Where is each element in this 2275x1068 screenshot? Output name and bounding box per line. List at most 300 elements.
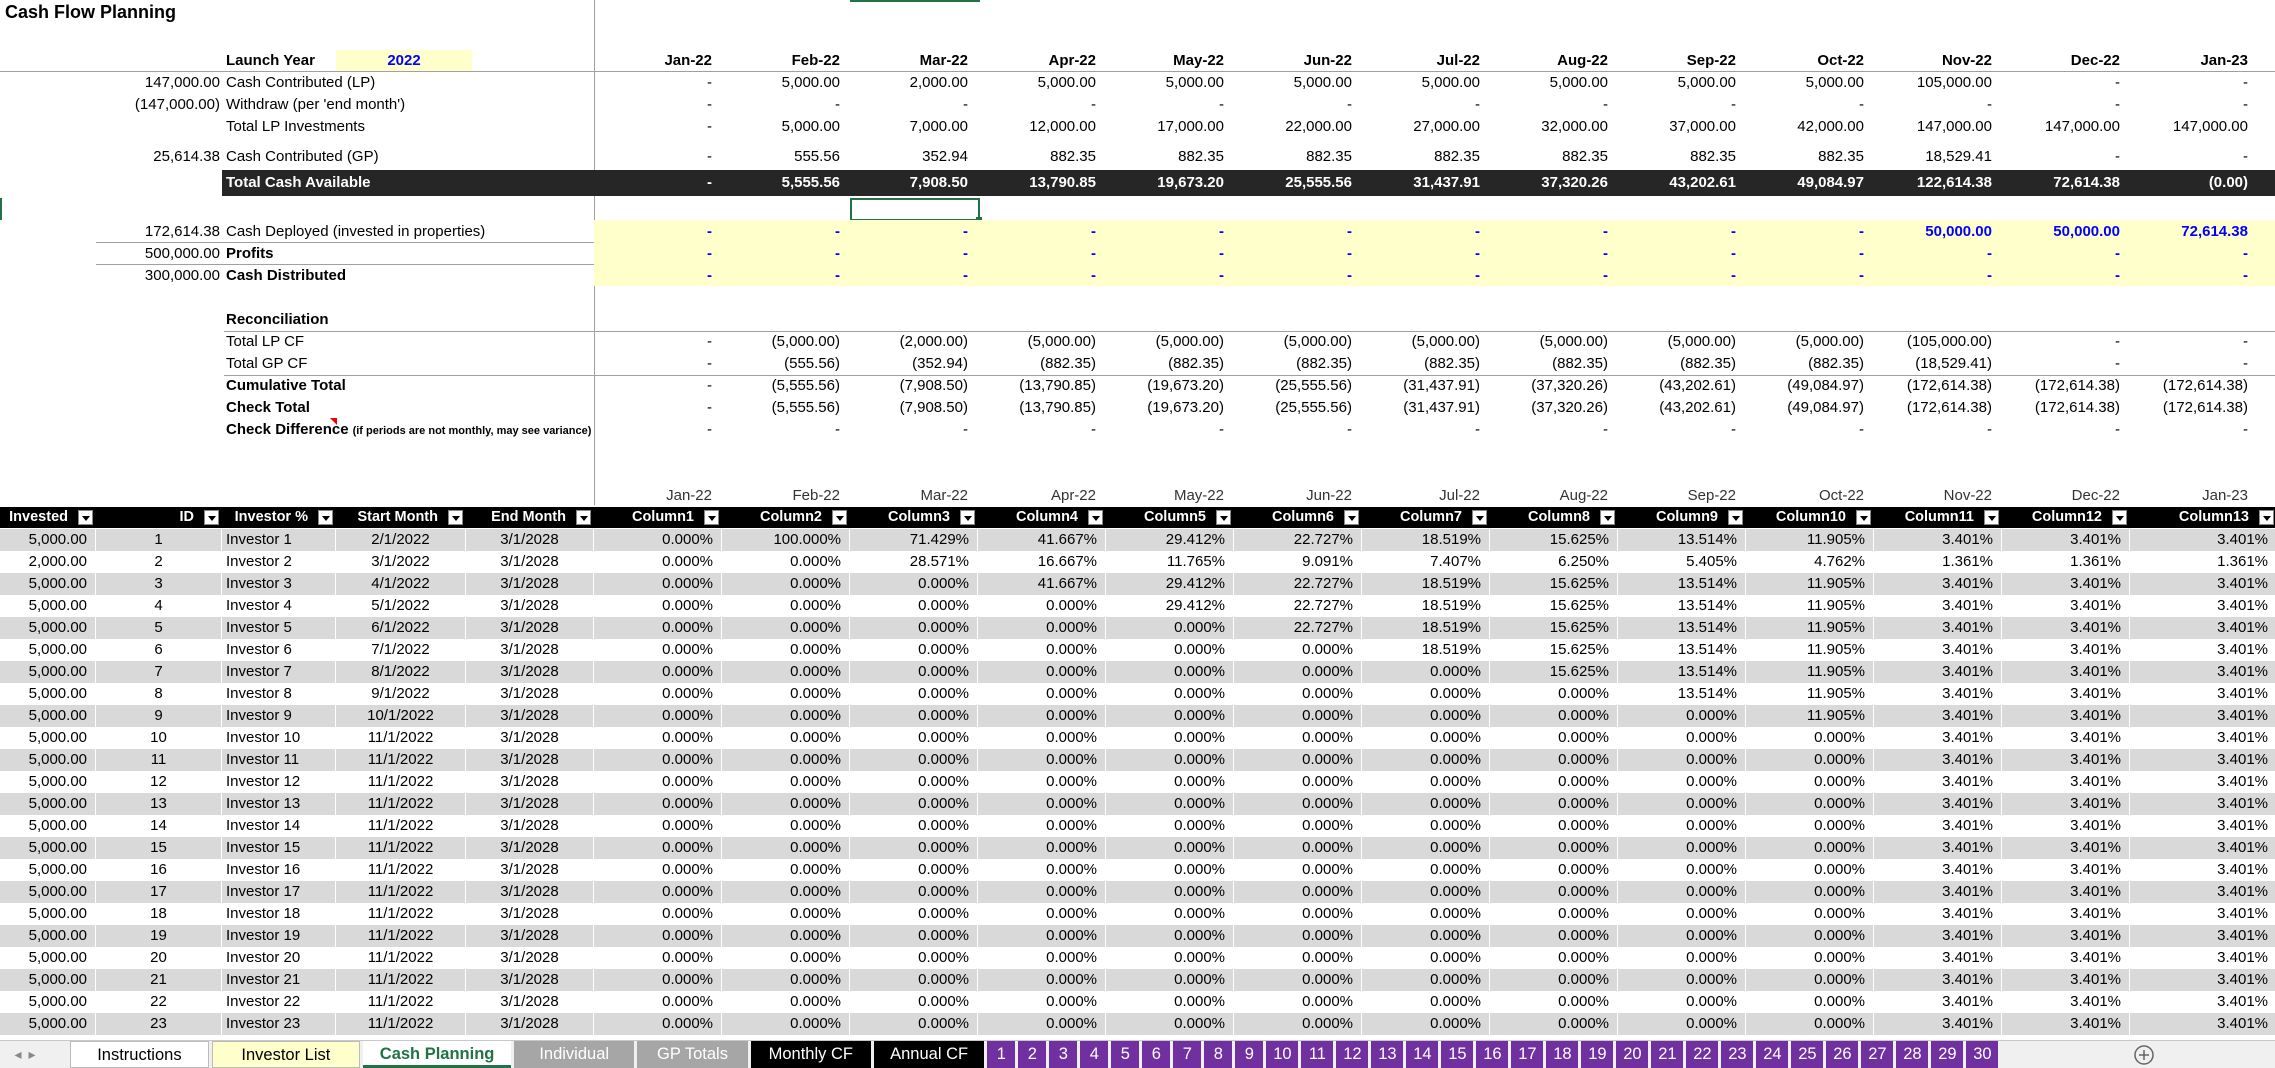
table-cell[interactable]: 0.000%	[1234, 881, 1362, 903]
table-cell[interactable]: 29.412%	[1106, 595, 1234, 617]
table-cell[interactable]: 0.000%	[850, 595, 978, 617]
table-cell[interactable]: 0.000%	[594, 1013, 722, 1035]
table-cell[interactable]: 0.000%	[1106, 881, 1234, 903]
filter-dropdown-icon[interactable]	[960, 510, 975, 525]
table-cell[interactable]: 3.401%	[2130, 947, 2275, 969]
table-cell[interactable]: 3.401%	[1874, 705, 2002, 727]
table-cell[interactable]: 0.000%	[594, 815, 722, 837]
table-cell[interactable]: Investor 20	[222, 947, 336, 969]
table-row[interactable]	[0, 837, 2275, 859]
table-cell[interactable]: Investor 7	[222, 661, 336, 683]
table-cell[interactable]: 0.000%	[1362, 771, 1490, 793]
table-cell[interactable]: 0.000%	[1106, 661, 1234, 683]
table-cell[interactable]: 22.727%	[1234, 595, 1362, 617]
table-cell[interactable]: 0.000%	[722, 903, 850, 925]
table-cell[interactable]: 0.000%	[1234, 793, 1362, 815]
table-cell[interactable]: 3/1/2028	[466, 727, 594, 749]
table-cell[interactable]: 0.000%	[1106, 639, 1234, 661]
table-cell[interactable]: 5,000.00	[0, 573, 96, 595]
sheet-tab[interactable]: Annual CF	[874, 1041, 985, 1068]
filter-dropdown-icon[interactable]	[576, 510, 591, 525]
table-cell[interactable]: Investor 8	[222, 683, 336, 705]
table-cell[interactable]: 0.000%	[1234, 661, 1362, 683]
table-row[interactable]	[0, 881, 2275, 903]
table-cell[interactable]: 0.000%	[1234, 749, 1362, 771]
table-cell[interactable]: 0.000%	[594, 529, 722, 551]
filter-dropdown-icon[interactable]	[1984, 510, 1999, 525]
table-cell[interactable]: 11/1/2022	[336, 925, 466, 947]
table-cell[interactable]: 0.000%	[722, 925, 850, 947]
table-cell[interactable]: 0.000%	[1234, 1013, 1362, 1035]
sheet-tab[interactable]: 26	[1826, 1041, 1858, 1068]
table-cell[interactable]: 3.401%	[1874, 947, 2002, 969]
table-cell[interactable]: 3/1/2028	[466, 947, 594, 969]
table-cell[interactable]: 0.000%	[1106, 683, 1234, 705]
table-cell[interactable]: 22.727%	[1234, 617, 1362, 639]
table-cell[interactable]: 0.000%	[978, 837, 1106, 859]
table-cell[interactable]: 0.000%	[850, 1013, 978, 1035]
table-cell[interactable]: 3.401%	[2002, 1013, 2130, 1035]
table-cell[interactable]: 5,000.00	[0, 969, 96, 991]
table-cell[interactable]: 0.000%	[722, 705, 850, 727]
table-column-header[interactable]	[1746, 507, 1874, 528]
table-cell[interactable]: 3/1/2028	[466, 859, 594, 881]
table-cell[interactable]: 3.401%	[1874, 727, 2002, 749]
table-cell[interactable]: 3/1/2028	[466, 925, 594, 947]
table-row[interactable]	[0, 991, 2275, 1013]
table-cell[interactable]: 0.000%	[1746, 749, 1874, 771]
table-cell[interactable]: 23	[96, 1013, 222, 1035]
table-cell[interactable]: 11.765%	[1106, 551, 1234, 573]
table-cell[interactable]: 3/1/2028	[466, 903, 594, 925]
table-cell[interactable]: 5	[96, 617, 222, 639]
table-cell[interactable]: 18	[96, 903, 222, 925]
table-cell[interactable]: 5,000.00	[0, 771, 96, 793]
table-cell[interactable]: 18.519%	[1362, 595, 1490, 617]
table-cell[interactable]: 3.401%	[1874, 683, 2002, 705]
table-cell[interactable]: 0.000%	[1618, 991, 1746, 1013]
table-cell[interactable]: 11.905%	[1746, 661, 1874, 683]
table-cell[interactable]: Investor 14	[222, 815, 336, 837]
table-cell[interactable]: 0.000%	[722, 727, 850, 749]
table-cell[interactable]: 0.000%	[1234, 859, 1362, 881]
table-cell[interactable]: 0.000%	[594, 881, 722, 903]
table-cell[interactable]: 0.000%	[1362, 881, 1490, 903]
table-cell[interactable]: 9.091%	[1234, 551, 1362, 573]
table-cell[interactable]: 0.000%	[978, 771, 1106, 793]
table-cell[interactable]: 0.000%	[1618, 705, 1746, 727]
table-cell[interactable]: 0.000%	[1362, 925, 1490, 947]
table-cell[interactable]: 3.401%	[2130, 661, 2275, 683]
sheet-tab[interactable]: 7	[1173, 1041, 1201, 1068]
table-cell[interactable]: 5,000.00	[0, 705, 96, 727]
table-cell[interactable]: 6	[96, 639, 222, 661]
table-cell[interactable]: 0.000%	[978, 661, 1106, 683]
table-cell[interactable]: 13.514%	[1618, 529, 1746, 551]
table-cell[interactable]: 1.361%	[2130, 551, 2275, 573]
filter-dropdown-icon[interactable]	[1472, 510, 1487, 525]
table-row[interactable]	[0, 683, 2275, 705]
table-cell[interactable]: 11.905%	[1746, 639, 1874, 661]
sheet-tab[interactable]: 23	[1721, 1041, 1753, 1068]
table-cell[interactable]: 0.000%	[850, 617, 978, 639]
table-cell[interactable]: 0.000%	[978, 727, 1106, 749]
table-cell[interactable]: 3.401%	[1874, 529, 2002, 551]
table-cell[interactable]: 0.000%	[1106, 837, 1234, 859]
table-column-header[interactable]	[0, 507, 96, 528]
table-cell[interactable]: 0.000%	[1362, 1013, 1490, 1035]
table-cell[interactable]: 3.401%	[2130, 881, 2275, 903]
table-cell[interactable]: 3.401%	[1874, 639, 2002, 661]
table-cell[interactable]: 3.401%	[2002, 903, 2130, 925]
sheet-tab[interactable]: GP Totals	[637, 1041, 748, 1068]
table-cell[interactable]: 0.000%	[1618, 969, 1746, 991]
table-cell[interactable]: 2,000.00	[0, 551, 96, 573]
table-cell[interactable]: 11/1/2022	[336, 969, 466, 991]
table-cell[interactable]: 3/1/2028	[466, 969, 594, 991]
table-cell[interactable]: 0.000%	[1362, 859, 1490, 881]
table-cell[interactable]: 28.571%	[850, 551, 978, 573]
table-cell[interactable]: 0.000%	[722, 991, 850, 1013]
sheet-tab[interactable]: 28	[1896, 1041, 1928, 1068]
table-cell[interactable]: 15.625%	[1490, 595, 1618, 617]
table-cell[interactable]: 0.000%	[1490, 771, 1618, 793]
table-cell[interactable]: 0.000%	[1746, 969, 1874, 991]
table-cell[interactable]: 0.000%	[594, 683, 722, 705]
table-cell[interactable]: 0.000%	[1618, 749, 1746, 771]
table-cell[interactable]: 2	[96, 551, 222, 573]
table-cell[interactable]: 3/1/2028	[466, 573, 594, 595]
table-cell[interactable]: 22.727%	[1234, 529, 1362, 551]
table-cell[interactable]: 3.401%	[2002, 639, 2130, 661]
table-cell[interactable]: 3.401%	[1874, 1013, 2002, 1035]
table-cell[interactable]: 18.519%	[1362, 617, 1490, 639]
table-cell[interactable]: 13.514%	[1618, 573, 1746, 595]
table-row[interactable]	[0, 793, 2275, 815]
table-cell[interactable]: 3/1/2028	[466, 529, 594, 551]
table-column-header[interactable]	[1874, 507, 2002, 528]
table-cell[interactable]: 0.000%	[1618, 1013, 1746, 1035]
sheet-tab[interactable]: 16	[1476, 1041, 1508, 1068]
table-cell[interactable]: 5,000.00	[0, 529, 96, 551]
table-cell[interactable]: 13.514%	[1618, 617, 1746, 639]
table-cell[interactable]: 15	[96, 837, 222, 859]
table-cell[interactable]: 0.000%	[1746, 925, 1874, 947]
launch-year-input[interactable]: 2022	[336, 50, 472, 72]
table-cell[interactable]: 0.000%	[978, 947, 1106, 969]
table-cell[interactable]: 0.000%	[722, 859, 850, 881]
table-cell[interactable]: 5,000.00	[0, 727, 96, 749]
table-cell[interactable]: 0.000%	[1490, 969, 1618, 991]
table-cell[interactable]: 3/1/2028	[466, 661, 594, 683]
table-cell[interactable]: 0.000%	[1362, 991, 1490, 1013]
sheet-tab[interactable]: 30	[1966, 1041, 1998, 1068]
table-cell[interactable]: 0.000%	[1234, 705, 1362, 727]
table-cell[interactable]: 0.000%	[978, 749, 1106, 771]
table-cell[interactable]: 0.000%	[850, 837, 978, 859]
table-cell[interactable]: Investor 10	[222, 727, 336, 749]
scroll-tabs-left-icon[interactable]: ◂	[14, 1046, 22, 1062]
table-cell[interactable]: 11/1/2022	[336, 837, 466, 859]
table-cell[interactable]: 0.000%	[1746, 903, 1874, 925]
table-cell[interactable]: 5,000.00	[0, 595, 96, 617]
table-cell[interactable]: 21	[96, 969, 222, 991]
table-cell[interactable]: 0.000%	[594, 925, 722, 947]
table-cell[interactable]: 0.000%	[722, 947, 850, 969]
table-cell[interactable]: Investor 21	[222, 969, 336, 991]
table-cell[interactable]: Investor 9	[222, 705, 336, 727]
table-row[interactable]	[0, 661, 2275, 683]
table-cell[interactable]: 0.000%	[1746, 859, 1874, 881]
table-cell[interactable]: 1.361%	[1874, 551, 2002, 573]
table-cell[interactable]: 3/1/2028	[466, 595, 594, 617]
table-cell[interactable]: 3.401%	[2130, 815, 2275, 837]
table-cell[interactable]: Investor 19	[222, 925, 336, 947]
table-cell[interactable]: 4/1/2022	[336, 573, 466, 595]
table-cell[interactable]: 3.401%	[1874, 903, 2002, 925]
filter-dropdown-icon[interactable]	[2112, 510, 2127, 525]
table-cell[interactable]: 0.000%	[1490, 903, 1618, 925]
table-cell[interactable]: 0.000%	[1106, 903, 1234, 925]
table-cell[interactable]: 29.412%	[1106, 573, 1234, 595]
table-cell[interactable]: 0.000%	[1746, 881, 1874, 903]
table-cell[interactable]: 0.000%	[1362, 727, 1490, 749]
table-cell[interactable]: 5.405%	[1618, 551, 1746, 573]
table-cell[interactable]: 0.000%	[1746, 1013, 1874, 1035]
table-cell[interactable]: 3.401%	[2130, 925, 2275, 947]
table-cell[interactable]: 22	[96, 991, 222, 1013]
table-cell[interactable]: 0.000%	[1234, 727, 1362, 749]
table-row[interactable]	[0, 617, 2275, 639]
table-cell[interactable]: 0.000%	[850, 925, 978, 947]
table-cell[interactable]: 0.000%	[1746, 947, 1874, 969]
table-cell[interactable]: 3.401%	[2130, 1013, 2275, 1035]
table-cell[interactable]: 0.000%	[1618, 947, 1746, 969]
table-cell[interactable]: 3.401%	[2002, 661, 2130, 683]
table-column-header[interactable]	[222, 507, 336, 528]
table-cell[interactable]: 3.401%	[2130, 617, 2275, 639]
filter-dropdown-icon[interactable]	[1088, 510, 1103, 525]
table-cell[interactable]: 0.000%	[978, 683, 1106, 705]
sheet-tab[interactable]: 25	[1791, 1041, 1823, 1068]
table-cell[interactable]: 71.429%	[850, 529, 978, 551]
table-cell[interactable]: 0.000%	[850, 969, 978, 991]
table-cell[interactable]: 9/1/2022	[336, 683, 466, 705]
table-cell[interactable]: 0.000%	[1490, 947, 1618, 969]
table-cell[interactable]: 3.401%	[1874, 815, 2002, 837]
table-cell[interactable]: Investor 3	[222, 573, 336, 595]
table-cell[interactable]: 0.000%	[594, 837, 722, 859]
table-cell[interactable]: 0.000%	[722, 683, 850, 705]
table-cell[interactable]: 3/1/2022	[336, 551, 466, 573]
table-cell[interactable]: 5,000.00	[0, 947, 96, 969]
table-cell[interactable]: 3.401%	[2130, 573, 2275, 595]
table-cell[interactable]: 0.000%	[1106, 617, 1234, 639]
table-cell[interactable]: 0.000%	[978, 705, 1106, 727]
table-cell[interactable]: 0.000%	[1106, 1013, 1234, 1035]
table-cell[interactable]: 5,000.00	[0, 991, 96, 1013]
table-cell[interactable]: 3.401%	[1874, 573, 2002, 595]
table-cell[interactable]: 0.000%	[1490, 705, 1618, 727]
table-cell[interactable]: 3.401%	[2002, 991, 2130, 1013]
table-cell[interactable]: 29.412%	[1106, 529, 1234, 551]
filter-dropdown-icon[interactable]	[318, 510, 333, 525]
table-cell[interactable]: 11/1/2022	[336, 947, 466, 969]
sheet-tab[interactable]: 2	[1018, 1041, 1046, 1068]
table-cell[interactable]: 3.401%	[2130, 793, 2275, 815]
table-cell[interactable]: 0.000%	[850, 683, 978, 705]
table-cell[interactable]: 3/1/2028	[466, 617, 594, 639]
table-cell[interactable]: 0.000%	[594, 595, 722, 617]
table-cell[interactable]: 0.000%	[594, 793, 722, 815]
table-cell[interactable]: 3/1/2028	[466, 837, 594, 859]
table-cell[interactable]: 3.401%	[2002, 925, 2130, 947]
table-cell[interactable]: 0.000%	[978, 617, 1106, 639]
table-cell[interactable]: 0.000%	[722, 573, 850, 595]
table-cell[interactable]: 0.000%	[1106, 727, 1234, 749]
sheet-tab[interactable]: Instructions	[70, 1041, 209, 1068]
table-cell[interactable]: 3.401%	[2130, 749, 2275, 771]
table-row[interactable]	[0, 815, 2275, 837]
table-cell[interactable]: 3.401%	[2002, 793, 2130, 815]
table-cell[interactable]: 3/1/2028	[466, 705, 594, 727]
table-column-header[interactable]	[1106, 507, 1234, 528]
table-cell[interactable]: 3.401%	[1874, 793, 2002, 815]
table-cell[interactable]: 3.401%	[1874, 881, 2002, 903]
table-column-header[interactable]	[1618, 507, 1746, 528]
table-cell[interactable]: 3/1/2028	[466, 991, 594, 1013]
table-cell[interactable]: 0.000%	[1234, 947, 1362, 969]
table-cell[interactable]: 13.514%	[1618, 595, 1746, 617]
sheet-tab[interactable]: 13	[1371, 1041, 1403, 1068]
table-cell[interactable]: 0.000%	[1746, 815, 1874, 837]
table-cell[interactable]: 0.000%	[1106, 925, 1234, 947]
table-cell[interactable]: 6.250%	[1490, 551, 1618, 573]
sheet-tab[interactable]: 15	[1441, 1041, 1473, 1068]
table-cell[interactable]: 0.000%	[1106, 969, 1234, 991]
sheet-tab[interactable]: Monthly CF	[751, 1041, 871, 1068]
table-cell[interactable]: 0.000%	[722, 969, 850, 991]
table-cell[interactable]: 16	[96, 859, 222, 881]
table-cell[interactable]: 0.000%	[1746, 793, 1874, 815]
table-cell[interactable]: 3.401%	[2002, 749, 2130, 771]
table-cell[interactable]: 0.000%	[1234, 903, 1362, 925]
table-row[interactable]	[0, 595, 2275, 617]
table-cell[interactable]: 0.000%	[850, 881, 978, 903]
table-cell[interactable]: 0.000%	[978, 793, 1106, 815]
table-cell[interactable]: 0.000%	[1618, 727, 1746, 749]
table-column-header[interactable]	[1362, 507, 1490, 528]
table-cell[interactable]: 5/1/2022	[336, 595, 466, 617]
table-cell[interactable]: 12	[96, 771, 222, 793]
table-cell[interactable]: 0.000%	[1618, 837, 1746, 859]
filter-dropdown-icon[interactable]	[1728, 510, 1743, 525]
table-cell[interactable]: 11	[96, 749, 222, 771]
table-cell[interactable]: 18.519%	[1362, 529, 1490, 551]
table-cell[interactable]: 0.000%	[594, 661, 722, 683]
table-column-header[interactable]	[850, 507, 978, 528]
sheet-tab[interactable]: 14	[1406, 1041, 1438, 1068]
table-cell[interactable]: 0.000%	[594, 573, 722, 595]
table-cell[interactable]: Investor 5	[222, 617, 336, 639]
table-cell[interactable]: 0.000%	[978, 925, 1106, 947]
table-cell[interactable]: 3.401%	[2002, 859, 2130, 881]
table-cell[interactable]: 13.514%	[1618, 683, 1746, 705]
table-cell[interactable]: 0.000%	[850, 947, 978, 969]
table-row[interactable]	[0, 859, 2275, 881]
sheet-tab[interactable]: 21	[1651, 1041, 1683, 1068]
filter-dropdown-icon[interactable]	[2259, 510, 2274, 525]
table-cell[interactable]: Investor 15	[222, 837, 336, 859]
table-cell[interactable]: 0.000%	[594, 727, 722, 749]
table-column-header[interactable]	[2002, 507, 2130, 528]
table-cell[interactable]: 0.000%	[850, 705, 978, 727]
table-cell[interactable]: 5,000.00	[0, 749, 96, 771]
selected-cell[interactable]	[850, 198, 980, 221]
table-cell[interactable]: 0.000%	[594, 705, 722, 727]
table-cell[interactable]: 3.401%	[2002, 881, 2130, 903]
table-row[interactable]	[0, 969, 2275, 991]
table-row[interactable]	[0, 639, 2275, 661]
table-cell[interactable]: 11.905%	[1746, 573, 1874, 595]
table-cell[interactable]: 0.000%	[594, 617, 722, 639]
sheet-tab[interactable]: 27	[1861, 1041, 1893, 1068]
table-column-header[interactable]	[594, 507, 722, 528]
table-cell[interactable]: 0.000%	[978, 991, 1106, 1013]
table-cell[interactable]: 0.000%	[978, 639, 1106, 661]
table-cell[interactable]: 3.401%	[2130, 595, 2275, 617]
table-cell[interactable]: 5,000.00	[0, 639, 96, 661]
table-cell[interactable]: 0.000%	[594, 859, 722, 881]
table-cell[interactable]: 14	[96, 815, 222, 837]
table-cell[interactable]: 5,000.00	[0, 881, 96, 903]
table-cell[interactable]: 5,000.00	[0, 837, 96, 859]
table-cell[interactable]: 10	[96, 727, 222, 749]
table-cell[interactable]: 0.000%	[1362, 947, 1490, 969]
table-cell[interactable]: 0.000%	[1618, 903, 1746, 925]
table-cell[interactable]: 0.000%	[850, 639, 978, 661]
table-cell[interactable]: Investor 23	[222, 1013, 336, 1035]
table-cell[interactable]: 3.401%	[1874, 837, 2002, 859]
table-cell[interactable]: 0.000%	[1490, 683, 1618, 705]
table-cell[interactable]: Investor 2	[222, 551, 336, 573]
table-cell[interactable]: 3.401%	[2002, 815, 2130, 837]
table-row[interactable]	[0, 925, 2275, 947]
table-cell[interactable]: 0.000%	[1490, 749, 1618, 771]
table-cell[interactable]: 5,000.00	[0, 815, 96, 837]
table-cell[interactable]: 1.361%	[2002, 551, 2130, 573]
table-cell[interactable]: 3/1/2028	[466, 815, 594, 837]
filter-dropdown-icon[interactable]	[78, 510, 93, 525]
table-cell[interactable]: 3.401%	[2130, 683, 2275, 705]
table-cell[interactable]: 0.000%	[978, 595, 1106, 617]
table-cell[interactable]: 0.000%	[850, 859, 978, 881]
sheet-tab[interactable]: 19	[1581, 1041, 1613, 1068]
table-cell[interactable]: 10/1/2022	[336, 705, 466, 727]
table-cell[interactable]: 7.407%	[1362, 551, 1490, 573]
table-row[interactable]	[0, 1013, 2275, 1035]
table-cell[interactable]: 0.000%	[850, 661, 978, 683]
sheet-tab[interactable]: Individual	[514, 1041, 634, 1068]
table-cell[interactable]: 0.000%	[1362, 661, 1490, 683]
table-cell[interactable]: 3.401%	[1874, 617, 2002, 639]
table-cell[interactable]: 0.000%	[1746, 727, 1874, 749]
table-column-header[interactable]	[466, 507, 594, 528]
table-cell[interactable]: 0.000%	[1234, 925, 1362, 947]
table-cell[interactable]: 0.000%	[722, 595, 850, 617]
table-cell[interactable]: 15.625%	[1490, 617, 1618, 639]
table-cell[interactable]: 3	[96, 573, 222, 595]
